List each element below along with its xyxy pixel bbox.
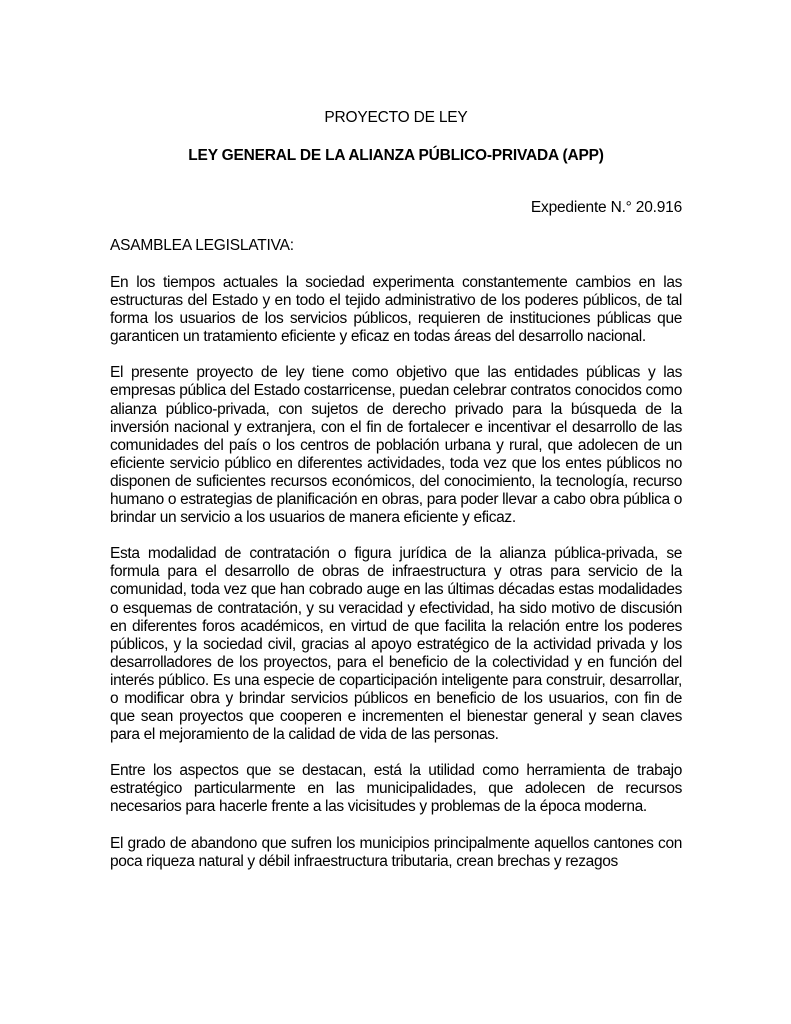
document-title: PROYECTO DE LEY <box>324 109 468 126</box>
paragraph: En los tiempos actuales la sociedad experimenta constantemente cambios en las estructuras del Estado y en todo el tejido administrativo de los poderes públicos, de tal forma los usuarios de los servicios públicos, requieren de instituciones públicas que garanticen un tratamiento eficiente y eficaz en todas áreas del desarrollo nacional. <box>110 274 682 346</box>
paragraph: Entre los aspectos que se destacan, está la utilidad como herramienta de trabajo estratégico particularmente en las municipalidades, que adolecen de recursos necesarios para hacerle frente a las vicisitudes y problemas de la época moderna. <box>110 762 682 816</box>
paragraph-last: El grado de abandono que sufren los municipios principalmente aquellos cantones con poca riqueza natural y débil infraestructura tributaria, crean brechas y rezagos <box>110 834 682 870</box>
paragraph: Esta modalidad de contratación o figura jurídica de la alianza pública-privada, se formula para el desarrollo de obras de infraestructura y otras para servicio de la comunidad, toda vez que han cobrado auge en las últimas décadas estas modalidades o esquemas de contratación, y su veracidad y efectividad, ha sido motivo de discusión en diferentes foros académicos, en virtud de que facilita la relación entre los poderes públicos, y la sociedad civil, gracias al apoyo estratégico de la actividad privada y los desarrolladores de los proyectos, para el beneficio de la colectividad y en función del interés público. Es una especie de coparticipación inteligente para construir, desarrollar, o modificar obra y brindar servicios públicos en beneficio de los usuarios, con fin de que sean proyectos que cooperen e incrementen el bienestar general y sean claves para el mejoramiento de la calidad de vida de las personas. <box>110 545 682 744</box>
document-body <box>110 108 682 889</box>
addressee: ASAMBLEA LEGISLATIVA: <box>110 237 294 254</box>
file-number: Expediente N.° 20.916 <box>530 199 682 216</box>
law-title: LEY GENERAL DE LA ALIANZA PÚBLICO-PRIVADA (APP) <box>188 147 604 164</box>
paragraph: El presente proyecto de ley tiene como objetivo que las entidades públicas y las empresas pública del Estado costarricense, puedan celebrar contratos conocidos como alianza público-privada, con sujetos de derecho privado para la búsqueda de la inversión nacional y extranjera, con el fin de fortalecer e incentivar el desarrollo de las comunidades del país o los centros de población urbana y rural, que adolecen de un eficiente servicio público en diferentes actividades, toda vez que los entes públicos no disponen de suficientes recursos económicos, del conocimiento, la tecnología, recurso humano o estrategias de planificación en obras, para poder llevar a cabo obra pública o brindar un servicio a los usuarios de manera eficiente y eficaz. <box>110 364 682 527</box>
